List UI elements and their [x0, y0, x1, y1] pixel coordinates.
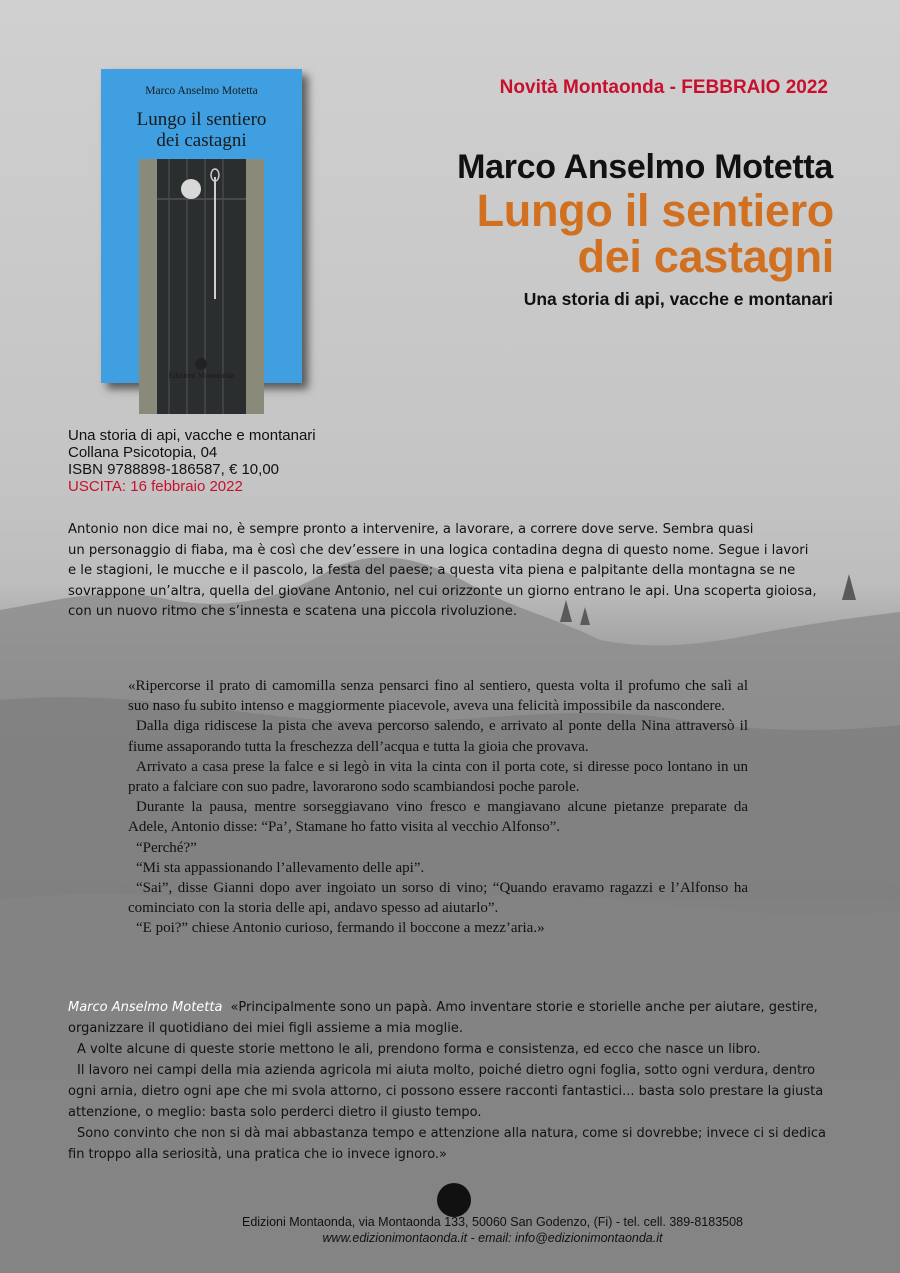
- excerpt-paragraph: “Sai”, disse Gianni dopo aver ingoiato un sorso di vino; “Quando eravamo ragazzi e l’Alfonso ha cominciato con la storia delle api, andavo spesso ad aiutarlo”.: [128, 880, 748, 917]
- publisher-logo-icon: [195, 358, 207, 370]
- cover-title: [101, 109, 302, 151]
- book-subtitle: Una storia di api, vacche e montanari: [523, 289, 833, 309]
- bio-author-name: Marco Anselmo Motetta: [68, 1000, 223, 1015]
- author-name: Marco Anselmo Motetta: [457, 148, 833, 186]
- excerpt-paragraph: Arrivato a casa prese la falce e si legò in vita la cinta con il porta cote, si diresse poco lontano in un prato a falciare con suo padre, lavorarono sodo scambiandosi poche parole.: [128, 758, 748, 796]
- book-title: [476, 185, 834, 282]
- cover-title-line1: Lungo il sentiero: [136, 109, 267, 130]
- montaonda-logo-icon: [437, 1183, 471, 1217]
- cover-author: Marco Anselmo Motetta: [145, 85, 258, 97]
- details-isbn: ISBN 9788898-186587, € 10,00: [68, 461, 280, 478]
- intro-line: e le stagioni, le mucche e il pascolo, la festa del paese; a questa vita piena e palpitante della montagna se ne: [68, 563, 796, 578]
- bio-text: «Principalmente sono un papà. Amo inventare storie e storielle anche per aiutare, gestire, organizzare il quotidiano dei miei figli assieme a mia moglie.: [68, 1000, 818, 1036]
- bio-paragraph: Sono convinto che non si dà mai abbastanza tempo e attenzione alla natura, come si dovrebbe; invece ci si dedica fin troppo alla seriosità, una pratica che io invece ignoro.»: [68, 1126, 826, 1162]
- intro-line: Antonio non dice mai no, è sempre pronto a intervenire, a lavorare, a correre dove serve. Sembra quasi: [68, 522, 754, 537]
- cover-title-line2: dei castagni: [156, 130, 247, 151]
- footer-address: Edizioni Montaonda, via Montaonda 133, 50060 San Godenzo, (Fi) - tel. cell. 389-8183508: [241, 1215, 744, 1229]
- excerpt-paragraph: «Ripercorse il prato di camomilla senza pensarci fino al sentiero, questa volta il profumo che salì al suo naso fu subito intenso e maggiormente piacevole, aveva una felicità impossibile da nascondere.: [128, 678, 748, 715]
- excerpt-paragraph: “Mi sta appassionando l’allevamento delle api”.: [136, 859, 425, 876]
- bio-paragraph: A volte alcune di queste storie mettono le ali, prendono forma e consistenza, ed ecco che nasce un libro.: [77, 1042, 761, 1057]
- cover-publisher: Edizioni Montaonda: [168, 371, 235, 380]
- intro-text: [68, 520, 838, 623]
- intro-line: con un nuovo ritmo che s’innesta e scatena una piccola rivoluzione.: [68, 604, 518, 619]
- excerpt-paragraph: Dalla diga ridiscese la pista che aveva percorso salendo, e arrivato al ponte della Nina attraversò il fiume assaporando tutta la freschezza dell’acqua e tutta la gioia che provava.: [128, 718, 748, 755]
- book-details: [68, 427, 316, 495]
- details-collana: Collana Psicotopia, 04: [68, 444, 218, 461]
- book-title-line2: dei castagni: [577, 231, 834, 282]
- author-bio: [68, 997, 836, 1165]
- footer-web-email: www.edizionimontaonda.it - email: info@edizionimontaonda.it: [322, 1231, 663, 1245]
- excerpt-paragraph: “E poi?” chiese Antonio curioso, fermando il boccone a mezz’aria.»: [136, 920, 545, 937]
- excerpt-paragraph: “Perché?”: [136, 839, 197, 856]
- bio-paragraph: Il lavoro nei campi della mia azienda agricola mi aiuta molto, poiché dietro ogni foglia, sotto ogni verdura, dentro ogni arnia, dietro ogni ape che mi svola attorno, ci possono essere racconti fantastici... basta solo prestare la giusta attenzione, o meglio: basta solo perderci dietro il giusto tempo.: [68, 1063, 824, 1120]
- book-cover: [101, 69, 302, 383]
- details-subtitle: Una storia di api, vacche e montanari: [68, 427, 316, 444]
- excerpt-paragraph: Durante la pausa, mentre sorseggiavano vino fresco e mangiavano alcune pietanze preparate da Adele, Antonio disse: “Pa’, Stamane ho fatto visita al vecchio Alfonso”.: [128, 799, 748, 836]
- intro-line: un personaggio di fiaba, ma è così che dev’essere in una logica contadina degna di questo nome. Segue i lavori: [68, 542, 809, 558]
- novita-heading: Novità Montaonda - FEBBRAIO 2022: [499, 77, 828, 98]
- book-title-line1: Lungo il sentiero: [476, 185, 834, 236]
- book-excerpt: [128, 676, 748, 939]
- bio-paragraph: [68, 997, 836, 1039]
- intro-line: sovrappone un’altra, quella del giovane Antonio, nel cui orizzonte un giorno entrano le api. Una scoperta gioiosa,: [68, 583, 817, 599]
- details-uscita: USCITA: 16 febbraio 2022: [68, 478, 243, 495]
